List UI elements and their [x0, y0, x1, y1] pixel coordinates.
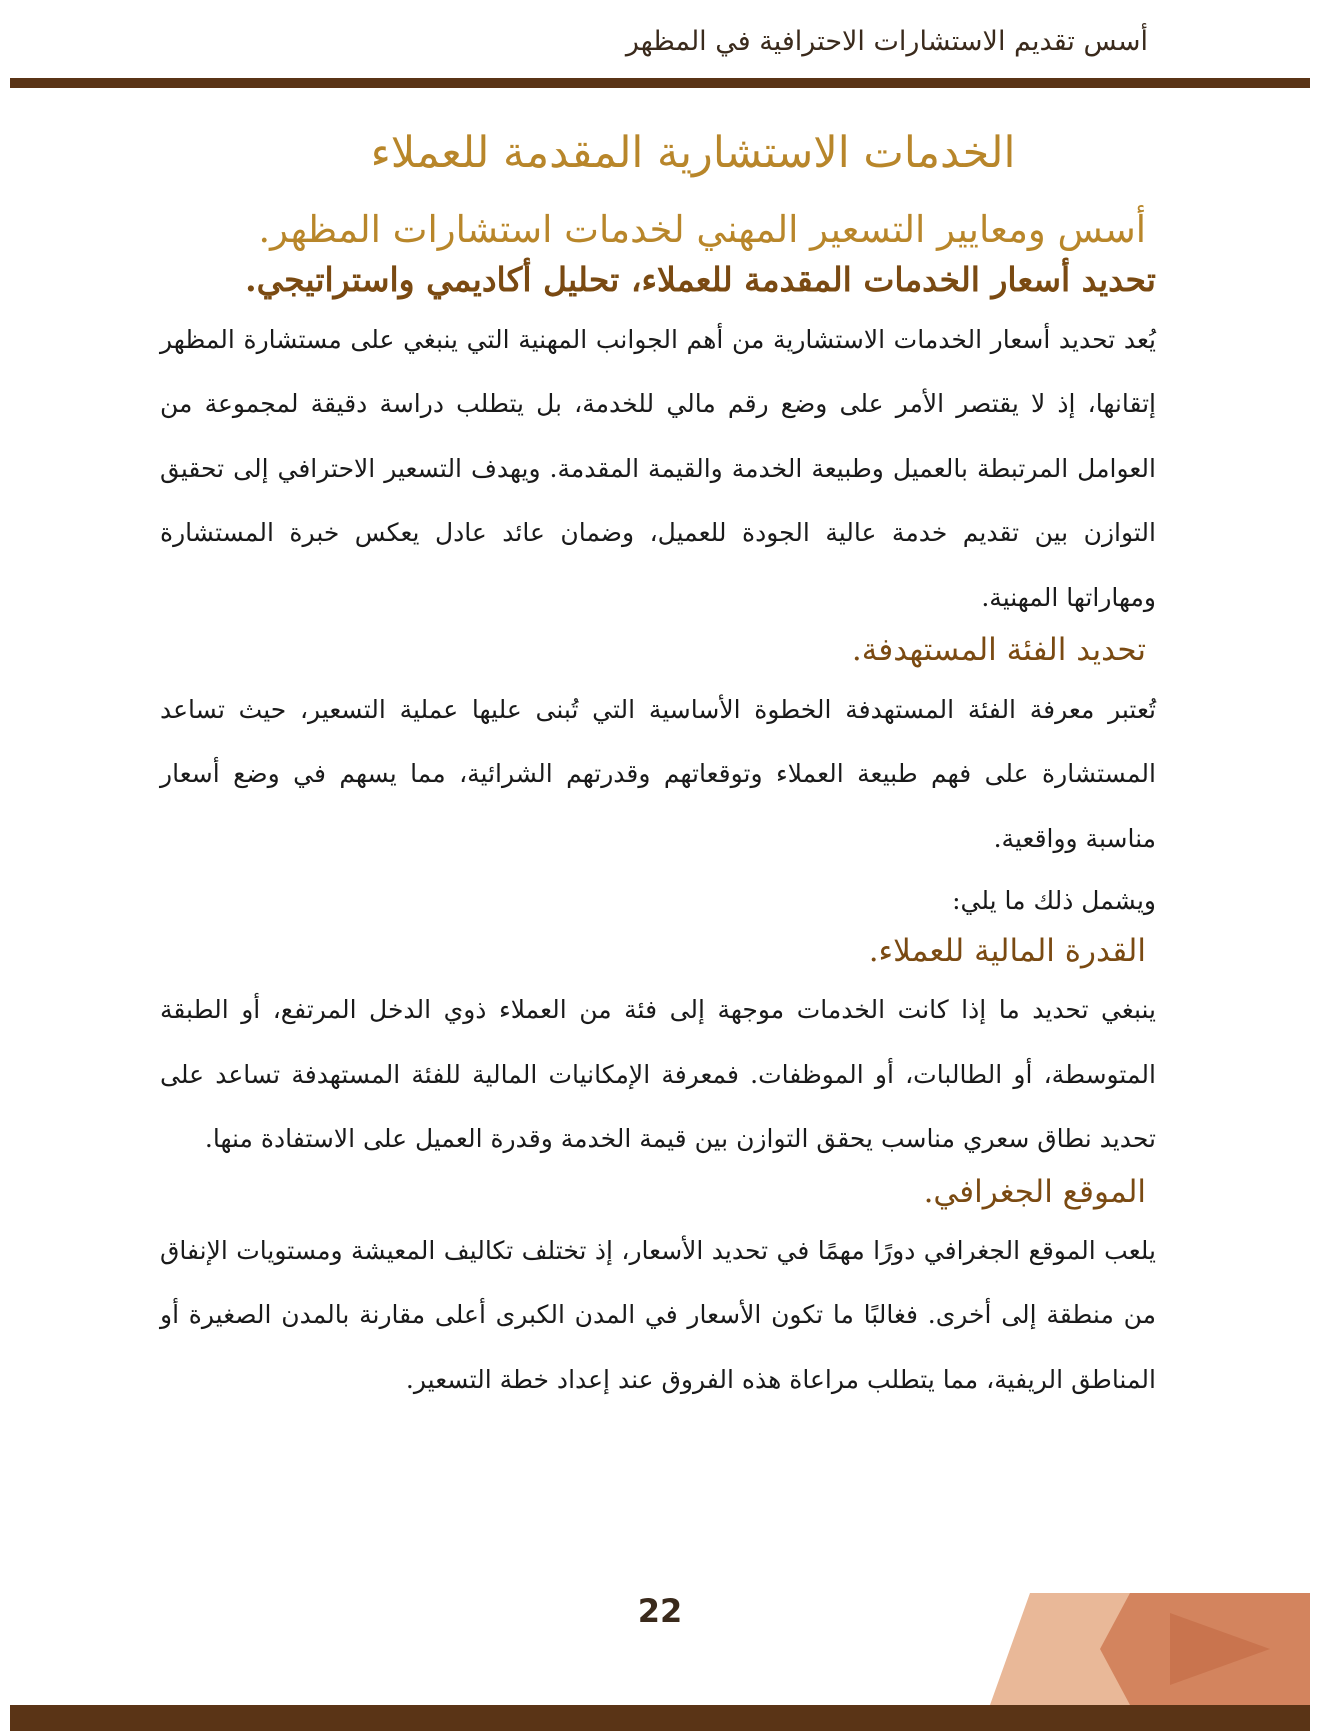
intro-paragraph: يُعد تحديد أسعار الخدمات الاستشارية من أهم الجوانب المهنية التي ينبغي على مستشارة المظهر إتقانها، إذ لا يقتصر الأمر على وضع رقم مالي للخدمة، بل يتطلب دراسة دقيقة لمجموعة من العوامل المرتبطة بالعميل وطبيعة الخدمة والقيمة المقدمة. ويهدف التسعير الاحترافي إلى تحقيق التوازن بين تقديم خدمة عالية الجودة للعميل، وضمان عائد عادل يعكس خبرة المستشارة ومهاراتها المهنية. — [160, 324, 1156, 612]
target-heading: تحديد الفئة المستهدفة. — [851, 632, 1146, 669]
footer-rule — [10, 1705, 1310, 1731]
page-number: 22 — [637, 1592, 683, 1630]
subtitle: أسس ومعايير التسعير المهني لخدمات استشارات المظهر. — [258, 207, 1146, 251]
main-title: الخدمات الاستشارية المقدمة للعملاء — [370, 128, 1016, 178]
location-heading: الموقع الجغرافي. — [923, 1173, 1146, 1210]
includes-label: ويشمل ذلك ما يلي: — [952, 886, 1156, 916]
corner-decoration — [990, 1593, 1310, 1705]
financial-paragraph: ينبغي تحديد ما إذا كانت الخدمات موجهة إلى فئة من العملاء ذوي الدخل المرتفع، أو الطبقة المتوسطة، أو الطالبات، أو الموظفات. فمعرفة الإمكانيات المالية للفئة المستهدفة تساعد على تحديد نطاق سعري مناسب يحقق التوازن بين قيمة الخدمة وقدرة العميل على الاستفادة منها. — [160, 995, 1157, 1154]
section-title: تحديد أسعار الخدمات المقدمة للعملاء، تحليل أكاديمي واستراتيجي. — [245, 260, 1156, 300]
running-header: أسس تقديم الاستشارات الاحترافية في المظهر — [625, 26, 1148, 57]
target-paragraph: تُعتبر معرفة الفئة المستهدفة الخطوة الأساسية التي تُبنى عليها عملية التسعير، حيث تساعد المستشارة على فهم طبيعة العملاء وتوقعاتهم وقدرتهم الشرائية، مما يسهم في وضع أسعار مناسبة وواقعية. — [160, 694, 1156, 853]
location-paragraph: يلعب الموقع الجغرافي دورًا مهمًا في تحديد الأسعار، إذ تختلف تكاليف المعيشة ومستويات الإنفاق من منطقة إلى أخرى. فغالبًا ما تكون الأسعار في المدن الكبرى أعلى مقارنة بالمدن الصغيرة أو المناطق الريفية، مما يتطلب مراعاة هذه الفروق عند إعداد خطة التسعير. — [160, 1235, 1156, 1394]
financial-heading: القدرة المالية للعملاء. — [868, 933, 1146, 970]
header-rule — [10, 78, 1310, 88]
page-content — [160, 112, 1156, 1412]
